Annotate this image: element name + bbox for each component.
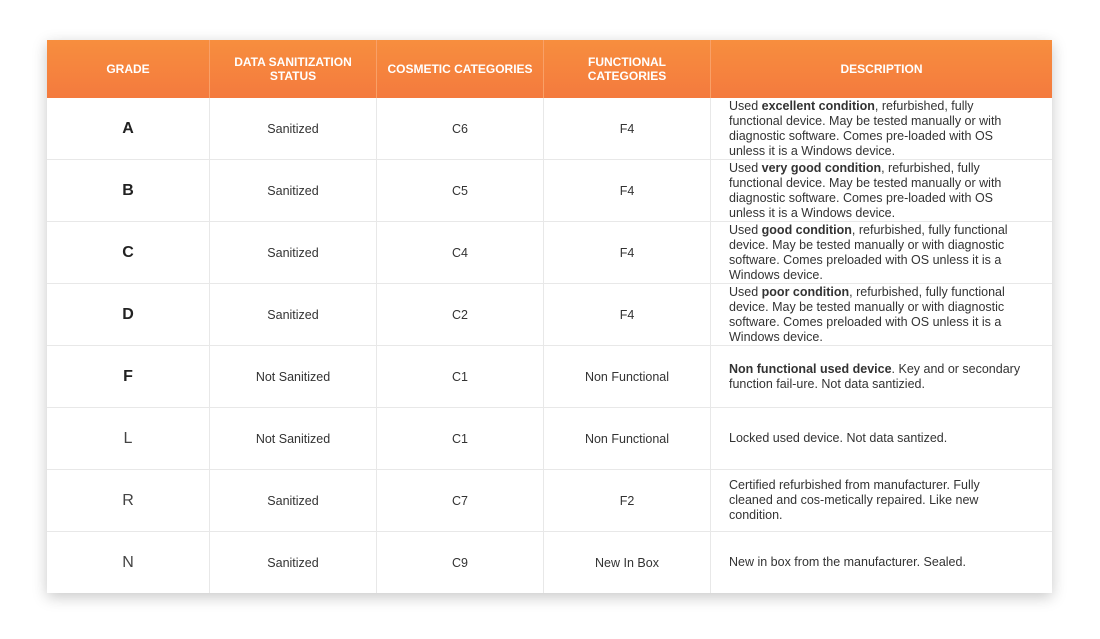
cosmetic-cell: C1 — [377, 346, 544, 408]
description-cell — [711, 284, 1053, 346]
grade-cell: A — [47, 98, 210, 160]
header-grade: GRADE — [47, 40, 210, 98]
table-header-row — [47, 40, 1052, 98]
table-row — [47, 284, 1052, 346]
cosmetic-cell: C4 — [377, 222, 544, 284]
grade-cell: D — [47, 284, 210, 346]
description-text: , refurbished, fully functional device. May be tested manually or with diagnostic software. Comes preloaded with OS unless it is a Windows device. — [729, 284, 1005, 344]
sanitization-cell: Sanitized — [210, 222, 377, 284]
description-text: Certified refurbished from manufacturer. Fully cleaned and cos-metically repaired. Like new condition. — [729, 478, 980, 522]
functional-cell: F2 — [544, 470, 711, 532]
grade-cell: F — [47, 346, 210, 408]
table-row — [47, 470, 1052, 532]
grading-table — [47, 40, 1052, 593]
description-cell — [711, 98, 1053, 160]
description-text: , refurbished, fully functional device. May be tested manually or with diagnostic software. Comes pre-loaded with OS unless it is a Windows device. — [729, 160, 1002, 220]
grade-cell: N — [47, 532, 210, 594]
cosmetic-cell: C1 — [377, 408, 544, 470]
cosmetic-cell: C9 — [377, 532, 544, 594]
functional-cell: Non Functional — [544, 346, 711, 408]
sanitization-cell: Not Sanitized — [210, 346, 377, 408]
sanitization-cell: Sanitized — [210, 470, 377, 532]
description-text: Used — [729, 98, 762, 113]
header-description: DESCRIPTION — [711, 40, 1053, 98]
cosmetic-cell: C7 — [377, 470, 544, 532]
table-row — [47, 160, 1052, 222]
description-cell — [711, 470, 1053, 532]
table-row — [47, 532, 1052, 594]
grade-cell: B — [47, 160, 210, 222]
description-emphasis: excellent condition — [761, 98, 875, 113]
description-cell — [711, 222, 1053, 284]
cosmetic-cell: C6 — [377, 98, 544, 160]
functional-cell: Non Functional — [544, 408, 711, 470]
grading-table-container — [47, 40, 1052, 593]
table-row — [47, 408, 1052, 470]
table-row — [47, 346, 1052, 408]
sanitization-cell: Sanitized — [210, 532, 377, 594]
grade-cell: R — [47, 470, 210, 532]
description-cell — [711, 346, 1053, 408]
description-cell — [711, 160, 1053, 222]
description-text: Used — [729, 222, 762, 237]
description-cell — [711, 408, 1053, 470]
functional-cell: F4 — [544, 284, 711, 346]
grade-cell: L — [47, 408, 210, 470]
sanitization-cell: Not Sanitized — [210, 408, 377, 470]
description-text: Used — [729, 160, 762, 175]
grade-cell: C — [47, 222, 210, 284]
functional-cell: F4 — [544, 160, 711, 222]
description-emphasis: poor condition — [761, 284, 850, 299]
sanitization-cell: Sanitized — [210, 160, 377, 222]
description-emphasis: very good condition — [761, 160, 882, 175]
description-cell — [711, 532, 1053, 594]
sanitization-cell: Sanitized — [210, 284, 377, 346]
description-text: , refurbished, fully functional device. May be tested manually or with diagnostic software. Comes pre-loaded with OS unless it is a Windows device. — [729, 98, 1002, 158]
header-sanitization: DATA SANITIZATION STATUS — [210, 40, 377, 98]
description-text: Used — [729, 284, 762, 299]
cosmetic-cell: C2 — [377, 284, 544, 346]
cosmetic-cell: C5 — [377, 160, 544, 222]
header-cosmetic: COSMETIC CATEGORIES — [377, 40, 544, 98]
description-emphasis: Non functional used device — [729, 361, 892, 376]
description-text: New in box from the manufacturer. Sealed. — [729, 555, 966, 569]
functional-cell: New In Box — [544, 532, 711, 594]
header-functional: FUNCTIONAL CATEGORIES — [544, 40, 711, 98]
table-row — [47, 222, 1052, 284]
sanitization-cell: Sanitized — [210, 98, 377, 160]
description-text: , refurbished, fully functional device. May be tested manually or with diagnostic software. Comes preloaded with OS unless it is a Windows device. — [729, 222, 1008, 282]
description-text: . Key and or secondary function fail-ure. Not data santizied. — [729, 361, 1021, 391]
table-row — [47, 98, 1052, 160]
description-text: Locked used device. Not data santized. — [729, 431, 948, 445]
functional-cell: F4 — [544, 98, 711, 160]
description-emphasis: good condition — [761, 222, 852, 237]
functional-cell: F4 — [544, 222, 711, 284]
